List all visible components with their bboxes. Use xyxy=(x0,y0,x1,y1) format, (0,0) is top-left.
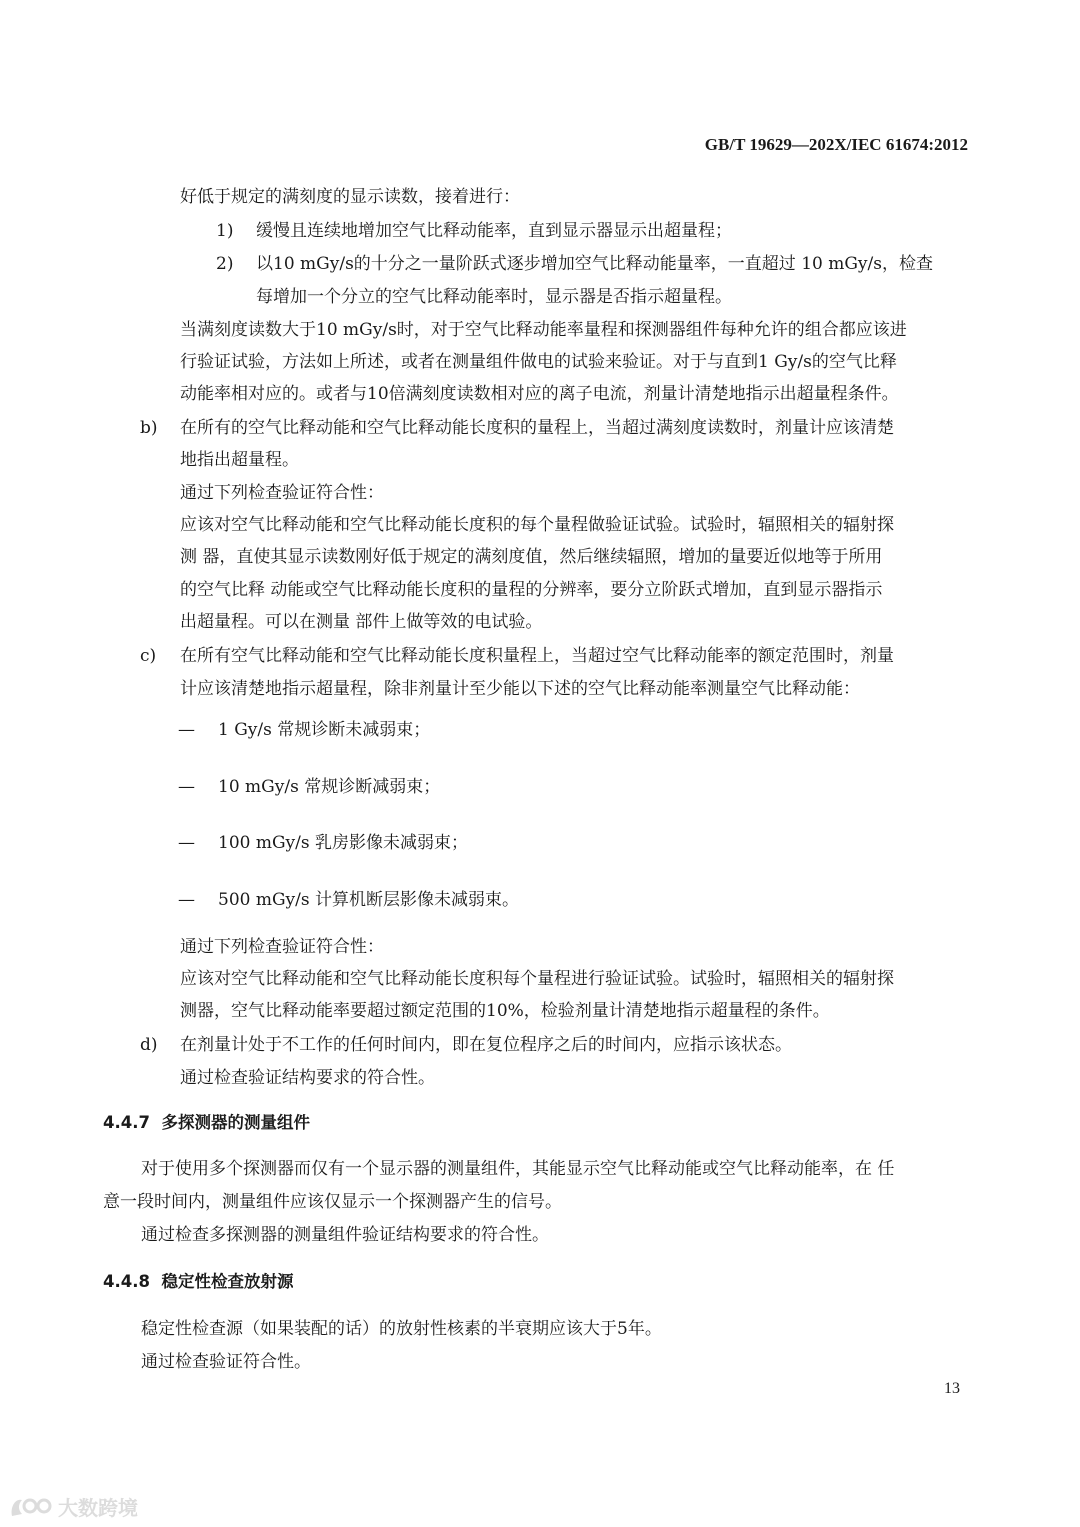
verify-line: 应该对空气比释动能和空气比释动能长度积的每个量程做验证试验。试验时，辐照相关的辐射探 xyxy=(180,515,894,535)
verify-line: 应该对空气比释动能和空气比释动能长度积每个量程进行验证试验。试验时，辐照相关的辐射探 xyxy=(180,969,894,989)
step-text: 缓慢且连续地增加空气比释动能率，直到显示器显示出超量程； xyxy=(256,221,732,241)
section-line: 意一段时间内，测量组件应该仅显示一个探测器产生的信号。 xyxy=(103,1192,562,1212)
section-number: 4.4.7 xyxy=(103,1113,150,1132)
list-item: 10 mGy/s 常规诊断减弱束； xyxy=(218,777,441,797)
page-number: 13 xyxy=(944,1380,960,1397)
section-heading-447 xyxy=(103,1111,310,1135)
step-text: 每增加一个分立的空气比释动能率时，显示器是否指示超量程。 xyxy=(256,287,732,307)
list-dash: — xyxy=(178,890,195,910)
logo-icon xyxy=(8,1494,54,1520)
item-marker-c: c) xyxy=(140,646,157,666)
item-marker-b: b) xyxy=(140,418,158,438)
list-item: 500 mGy/s 计算机断层影像未减弱束。 xyxy=(218,890,520,910)
intro-line: 好低于规定的满刻度的显示读数，接着进行： xyxy=(180,187,520,207)
section-verify: 通过检查验证符合性。 xyxy=(141,1352,311,1372)
verify-line: 的空气比释 动能或空气比释动能长度积的量程的分辨率，要分立阶跃式增加，直到显示器指示 xyxy=(180,580,883,600)
verify-line: 测 器，直使其显示读数刚好低于规定的满刻度值，然后继续辐照，增加的量要近似地等于所用 xyxy=(180,547,883,567)
watermark xyxy=(8,1492,138,1521)
item-d-line: 在剂量计处于不工作的任何时间内，即在复位程序之后的时间内，应指示该状态。 xyxy=(180,1035,792,1055)
standard-code-header: GB/T 19629—202X/IEC 61674:2012 xyxy=(704,135,968,154)
step-marker: 2) xyxy=(216,254,234,274)
section-line: 对于使用多个探测器而仅有一个显示器的测量组件，其能显示空气比释动能或空气比释动能率，在 任 xyxy=(141,1159,895,1179)
section-verify: 通过检查多探测器的测量组件验证结构要求的符合性。 xyxy=(141,1225,549,1245)
step-text: 以10 mGy/s的十分之一量阶跃式逐步增加空气比释动能量率，一直超过 10 mGy/s，检查 xyxy=(256,254,933,274)
verify-line: 通过检查验证结构要求的符合性。 xyxy=(180,1068,435,1088)
list-dash: — xyxy=(178,720,195,740)
item-b-line: 在所有的空气比释动能和空气比释动能长度积的量程上，当超过满刻度读数时，剂量计应该清楚 xyxy=(180,418,894,438)
verify-line: 测器，空气比释动能率要超过额定范围的10%，检验剂量计清楚地指示超量程的条件。 xyxy=(180,1001,830,1021)
section-number: 4.4.8 xyxy=(103,1272,150,1291)
list-dash: — xyxy=(178,833,195,853)
item-b-line: 地指出超量程。 xyxy=(180,450,299,470)
item-c-line: 在所有空气比释动能和空气比释动能长度积量程上，当超过空气比释动能率的额定范围时，剂量 xyxy=(180,646,894,666)
list-dash: — xyxy=(178,777,195,797)
section-title: 稳定性检查放射源 xyxy=(161,1272,294,1291)
section-line: 稳定性检查源（如果装配的话）的放射性核素的半衰期应该大于5年。 xyxy=(141,1319,662,1339)
section-heading-448 xyxy=(103,1270,293,1294)
item-marker-d: d) xyxy=(140,1035,158,1055)
list-item: 100 mGy/s 乳房影像未减弱束； xyxy=(218,833,469,853)
verify-title: 通过下列检查验证符合性： xyxy=(180,483,384,503)
section-title: 多探测器的测量组件 xyxy=(161,1113,310,1132)
item-c-line: 计应该清楚地指示超量程，除非剂量计至少能以下述的空气比释动能率测量空气比释动能： xyxy=(180,679,860,699)
paragraph-line: 当满刻度读数大于10 mGy/s时，对于空气比释动能率量程和探测器组件每种允许的组合都应该进 xyxy=(180,320,907,340)
list-item: 1 Gy/s 常规诊断未减弱束； xyxy=(218,720,431,740)
verify-line: 出超量程。可以在测量 部件上做等效的电试验。 xyxy=(180,612,543,632)
step-marker: 1) xyxy=(216,221,234,241)
watermark-text: 大数跨境 xyxy=(58,1496,138,1520)
verify-title: 通过下列检查验证符合性： xyxy=(180,937,384,957)
paragraph-line: 行验证试验，方法如上所述，或者在测量组件做电的试验来验证。对于与直到1 Gy/s的空气比释 xyxy=(180,352,897,372)
paragraph-line: 动能率相对应的。或者与10倍满刻度读数相对应的离子电流，剂量计清楚地指示出超量程条件。 xyxy=(180,384,899,404)
